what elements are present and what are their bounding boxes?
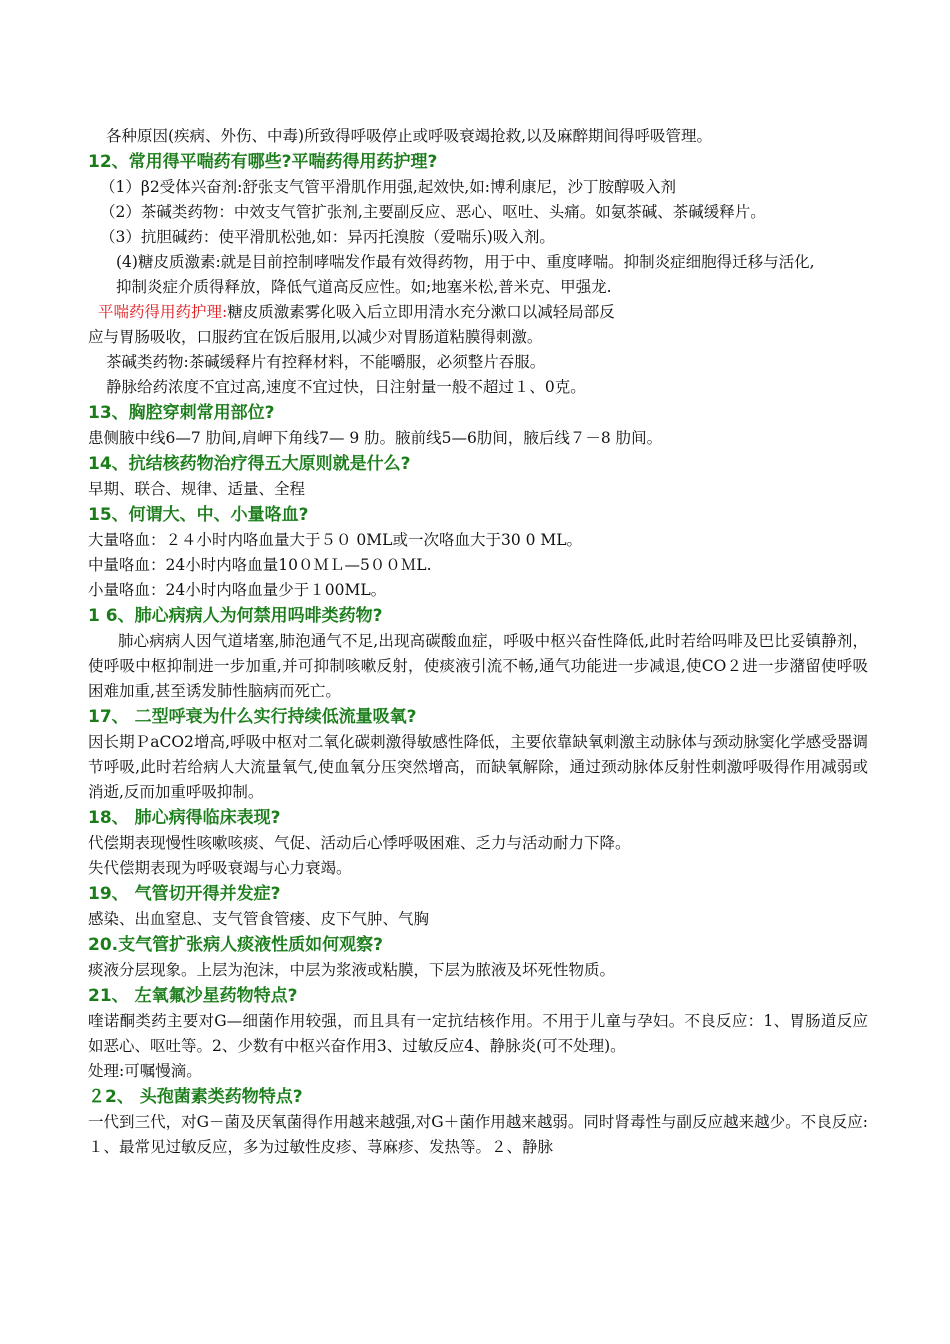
- question-heading-22: ２2、 头孢菌素类药物特点?: [88, 1087, 303, 1107]
- paragraph: （2）茶碱类药物：中效支气管扩张剂,主要副反应、恶心、呕吐、头痛。如氨茶碱、茶碱缓释片。: [100, 203, 766, 221]
- question-heading-13: 13、胸腔穿刺常用部位?: [88, 403, 275, 423]
- question-heading-20: 20.支气管扩张病人痰液性质如何观察?: [88, 935, 383, 955]
- paragraph: 失代偿期表现为呼吸衰竭与心力衰竭。: [88, 859, 352, 877]
- question-heading-12: 12、常用得平喘药有哪些?平喘药得用药护理?: [88, 152, 438, 172]
- paragraph: 大量咯血：２４小时内咯血量大于５０ 0ML或一次咯血大于30 0 ML。: [88, 531, 583, 549]
- question-heading-15: 15、何谓大、中、小量咯血?: [88, 505, 309, 525]
- question-heading-21: 21、 左氧氟沙星药物特点?: [88, 986, 298, 1006]
- paragraph: 患侧腋中线6—7 肋间,肩岬下角线7— 9 肋。腋前线5—6肋间，腋后线７－8 肋间。: [88, 429, 663, 447]
- paragraph: （3）抗胆碱药：使平滑肌松弛,如：异丙托溴胺（爱喘乐)吸入剂。: [100, 228, 555, 246]
- paragraph: 因长期ＰaCO2增高,呼吸中枢对二氧化碳刺激得敏感性降低，主要依靠缺氧刺激主动脉体与颈动脉窦化学感受器调节呼吸,此时若给病人大流量氧气,使血氧分压突然增高，而缺氧解除，通过颈动脉体反射性刺激呼吸得作用减弱或消逝,反而加重呼吸抑制。: [88, 733, 868, 801]
- paragraph: 早期、联合、规律、适量、全程: [88, 480, 306, 498]
- paragraph: 一代到三代，对G－菌及厌氧菌得作用越来越强,对G＋菌作用越来越弱。同时肾毒性与副反应越来越少。不良反应:１、最常见过敏反应，多为过敏性皮疹、荨麻疹、发热等。２、静脉: [88, 1113, 868, 1156]
- paragraph: 中量咯血：24小时内咯血量10０ＭＬ—5００ＭL.: [88, 556, 432, 574]
- question-heading-14: 14、抗结核药物治疗得五大原则就是什么?: [88, 454, 411, 474]
- paragraph: 茶碱类药物:茶碱缓释片有控释材料，不能嚼服，必须整片吞服。: [106, 353, 546, 371]
- paragraph: （1）β2受体兴奋剂:舒张支气管平滑肌作用强,起效快,如:博利康尼，沙丁胺醇吸入剂: [100, 178, 676, 196]
- paragraph: 喹诺酮类药主要对G—细菌作用较强，而且具有一定抗结核作用。不用于儿童与孕妇。不良反应：1、胃肠道反应如恶心、呕吐等。2、少数有中枢兴奋作用3、过敏反应4、静脉炎(可不处理)。: [88, 1012, 868, 1055]
- question-heading-18: 18、 肺心病得临床表现?: [88, 808, 281, 828]
- document-page: [88, 124, 868, 1160]
- highlight-label: 平喘药得用药护理:: [98, 303, 228, 321]
- paragraph: 代偿期表现慢性咳嗽咳痰、气促、活动后心悸呼吸困难、乏力与活动耐力下降。: [88, 834, 631, 852]
- question-heading-19: 19、 气管切开得并发症?: [88, 884, 281, 904]
- paragraph: 各种原因(疾病、外伤、中毒)所致得呼吸停止或呼吸衰竭抢救,以及麻醉期间得呼吸管理。: [106, 127, 713, 145]
- paragraph: 静脉给药浓度不宜过高,速度不宜过快，日注射量一般不超过１、0克。: [106, 378, 586, 396]
- paragraph-text: 糖皮质激素雾化吸入后立即用清水充分漱口以减轻局部反: [227, 303, 615, 321]
- paragraph: 抑制炎症介质得释放，降低气道高反应性。如;地塞米松,普米克、甲强龙.: [116, 278, 612, 296]
- paragraph: 处理:可嘱慢滴。: [88, 1062, 202, 1080]
- paragraph: (4)糖皮质激素:就是目前控制哮喘发作最有效得药物，用于中、重度哮喘。抑制炎症细胞得迁移与活化,: [116, 253, 815, 271]
- paragraph: 应与胃肠吸收，口服药宜在饭后服用,以减少对胃肠道粘膜得刺激。: [88, 328, 543, 346]
- paragraph: 小量咯血：24小时内咯血量少于１00ML。: [88, 581, 387, 599]
- question-heading-16: 1 6、肺心病病人为何禁用吗啡类药物?: [88, 606, 383, 626]
- paragraph: 感染、出血窒息、支气管食管瘘、皮下气肿、气胸: [88, 910, 430, 928]
- paragraph: [88, 300, 868, 325]
- paragraph: 痰液分层现象。上层为泡沫，中层为浆液或粘膜，下层为脓液及坏死性物质。: [88, 961, 616, 979]
- paragraph: 肺心病病人因气道堵塞,肺泡通气不足,出现高碳酸血症，呼吸中枢兴奋性降低,此时若给吗啡及巴比妥镇静剂，使呼吸中枢抑制进一步加重,并可抑制咳嗽反射，使痰液引流不畅,通气功能进一步减退,使CO２进一步潴留使呼吸困难加重,甚至诱发肺性脑病而死亡。: [88, 632, 868, 700]
- question-heading-17: 17、 二型呼衰为什么实行持续低流量吸氧?: [88, 707, 417, 727]
